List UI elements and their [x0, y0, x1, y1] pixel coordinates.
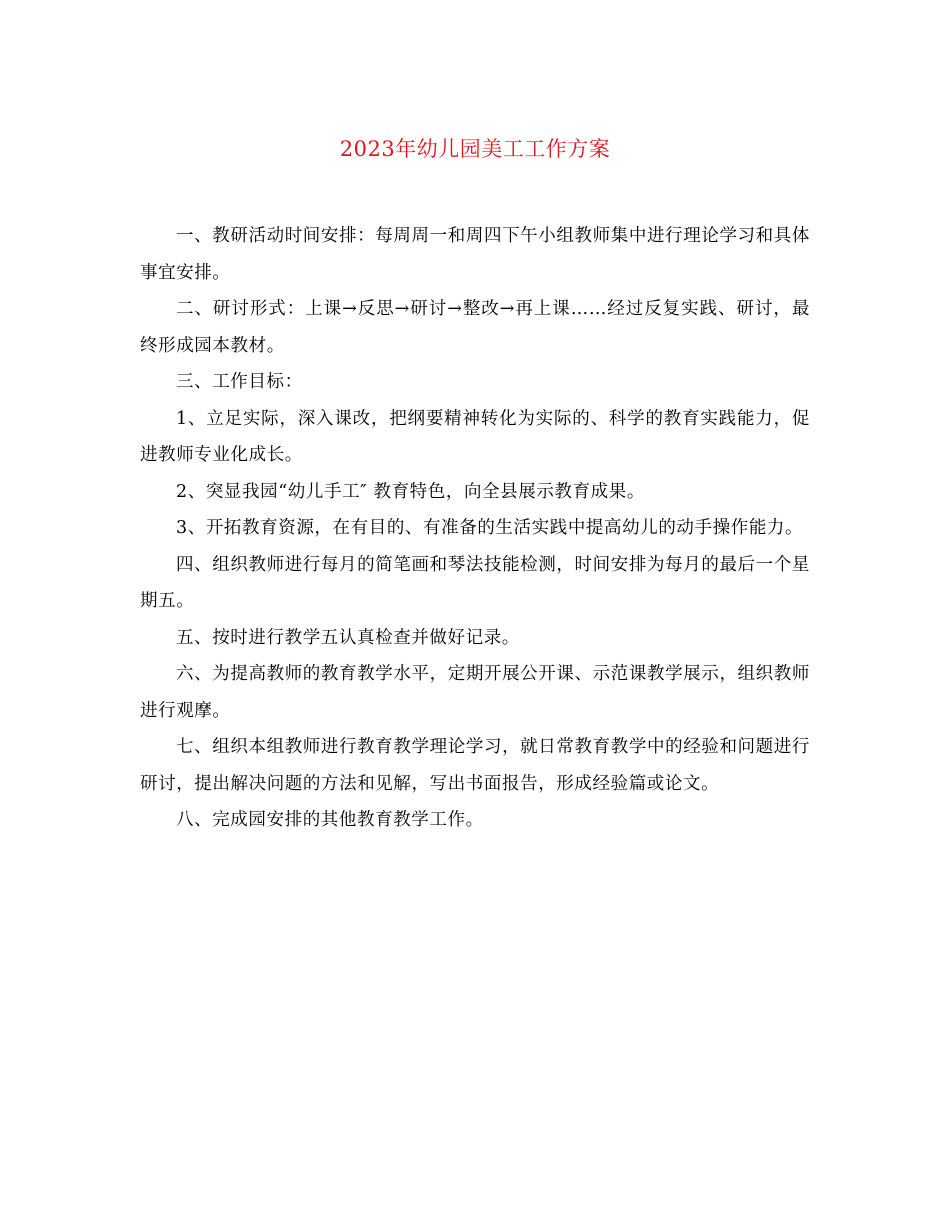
paragraph-theory-study: 七、组织本组教师进行教育教学理论学习，就日常教育教学中的经验和问题进行研讨，提出解决问题的方法和见解，写出书面报告，形成经验篇或论文。: [140, 737, 810, 794]
paragraph-other-work: 八、完成园安排的其他教育教学工作。: [176, 810, 484, 830]
document-title: 2023年幼儿园美工工作方案: [339, 137, 611, 161]
document-body: [140, 218, 810, 839]
paragraph-skill-check: 四、组织教师进行每月的简笔画和琴法技能检测，时间安排为每月的最后一个星期五。: [140, 554, 810, 611]
paragraph-discussion-format: 二、研讨形式：上课→反思→研讨→整改→再上课……经过反复实践、研讨，最终形成园本教材。: [140, 299, 810, 356]
paragraph-goal-3: 3、开拓教育资源，在有目的、有准备的生活实践中提高幼儿的动手操作能力。: [176, 518, 804, 538]
paragraph-work-goals-heading: 三、工作目标：: [176, 372, 303, 392]
paragraph-goal-1: 1、立足实际，深入课改，把纲要精神转化为实际的、科学的教育实践能力，促进教师专业化成长。: [140, 408, 810, 465]
paragraph-teaching-inspection: 五、按时进行教学五认真检查并做好记录。: [176, 627, 520, 648]
paragraph-open-classes: 六、为提高教师的教育教学水平，定期开展公开课、示范课教学展示，组织教师进行观摩。: [140, 664, 810, 721]
paragraph-activity-schedule: 一、教研活动时间安排：每周周一和周四下午小组教师集中进行理论学习和具体事宜安排。: [140, 226, 810, 283]
paragraph-goal-2: 2、突显我园“幼儿手工″ 教育特色，向全县展示教育成果。: [176, 481, 645, 502]
